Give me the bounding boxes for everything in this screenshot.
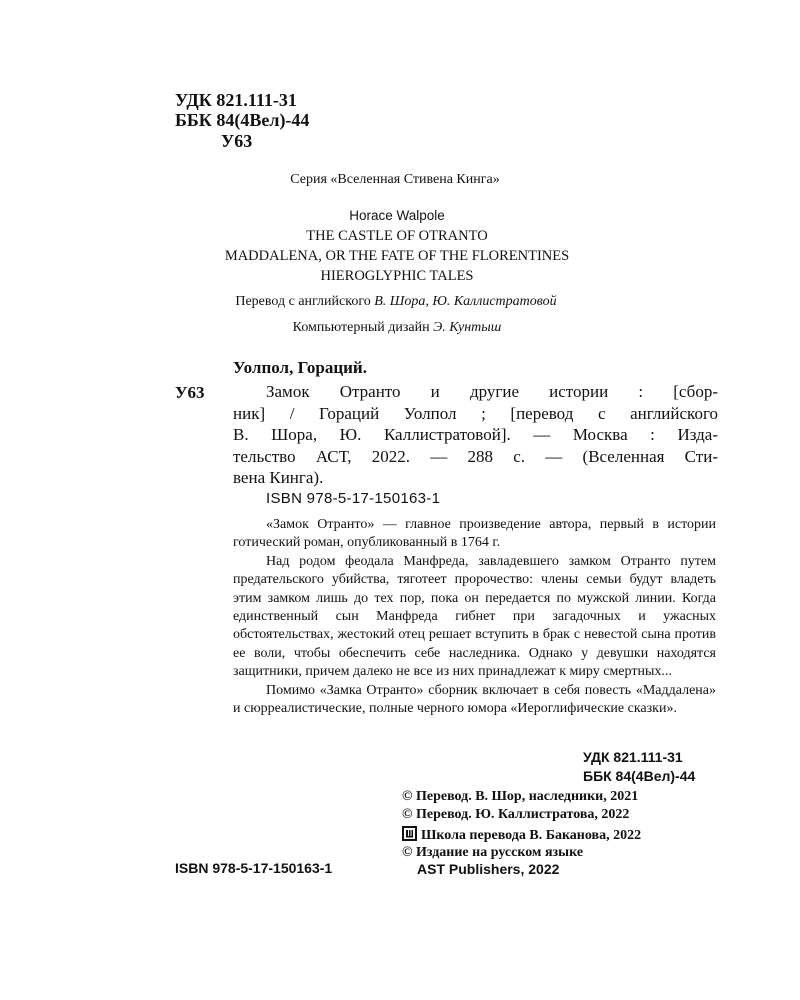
catalog-line-4: тельство АСТ, 2022. — 288 с. — (Вселенная Сти- xyxy=(233,446,718,466)
copyright-2: © Перевод. Ю. Каллистратова, 2022 xyxy=(402,807,630,822)
bbk-code: ББК 84(4Вел)-44 xyxy=(175,110,310,130)
series-line: Серия «Вселенная Стивена Кинга» xyxy=(290,172,500,187)
annotation-paragraph-3: Помимо «Замка Отранто» сборник включает в себя повесть «Маддалена» и сюрреалистические, полные черного юмора «Иероглифические сказки». xyxy=(233,682,716,717)
copyright-3-text: Школа перевода В. Баканова, 2022 xyxy=(421,828,642,843)
design-label: Компьютерный дизайн xyxy=(292,320,430,335)
designer: Э. Кунтыш xyxy=(433,320,502,335)
translators: В. Шора, Ю. Каллистратовой xyxy=(374,294,557,309)
author-sign-code: У63 xyxy=(221,131,253,151)
bottom-bbk: ББК 84(4Вел)-44 xyxy=(583,768,696,784)
bottom-isbn: ISBN 978-5-17-150163-1 xyxy=(175,860,333,876)
bottom-udk: УДК 821.111-31 xyxy=(583,749,683,765)
annotation-paragraph-2: Над родом феодала Манфреда, завладевшего замком Отранто путем предательского убийства, тяготеет пророчество: члены семьи будут владеть этим замком лишь до тех пор, пока он передается по мужской линии. Когда единственный сын Манфреда гибнет при загадочных и ужасных обстоятельствах, жестокий отец решает вступить в брак с невестой сына против ее воли, чтобы обеспечить себе наследника. Однако у девушки находятся защитники, причем далеко не все из них принадлежат к миру смертных... xyxy=(233,553,716,680)
translation-credit xyxy=(0,294,796,310)
catalog-heading: Уолпол, Гораций. xyxy=(233,358,367,377)
annotation-paragraph-1: «Замок Отранто» — главное произведение автора, первый в истории готический роман, опубликованный в 1764 г. xyxy=(233,517,716,551)
design-credit xyxy=(0,320,797,336)
copyright-5: AST Publishers, 2022 xyxy=(417,861,560,877)
catalog-sign: У63 xyxy=(175,383,205,402)
catalog-line-5: вена Кинга). xyxy=(233,468,324,487)
original-author: Horace Walpole xyxy=(349,208,445,223)
original-title-1: THE CASTLE OF OTRANTO xyxy=(306,228,488,244)
annotation xyxy=(233,516,716,718)
original-title-2: MADDALENA, OR THE FATE OF THE FLORENTINES xyxy=(224,248,570,264)
catalog-line-3: В. Шора, Ю. Каллистратовой]. — Москва : Изда- xyxy=(233,425,718,444)
catalog-line-2: ник] / Гораций Уолпол ; [перевод с английского xyxy=(233,403,718,423)
catalog-isbn: ISBN 978-5-17-150163-1 xyxy=(266,490,441,507)
translation-label: Перевод с английского xyxy=(235,294,371,309)
copyright-4: © Издание на русском языке xyxy=(402,845,584,860)
copyright-1: © Перевод. В. Шор, наследники, 2021 xyxy=(402,789,639,804)
catalog-description xyxy=(233,381,718,489)
udk-code: УДК 821.111-31 xyxy=(175,90,297,110)
translation-school-logo-icon xyxy=(402,826,417,841)
copyright-3 xyxy=(402,826,641,844)
catalog-line-1: Замок Отранто и другие истории : [сбор- xyxy=(266,382,718,401)
original-title-3: HIEROGLYPHIC TALES xyxy=(320,268,474,284)
